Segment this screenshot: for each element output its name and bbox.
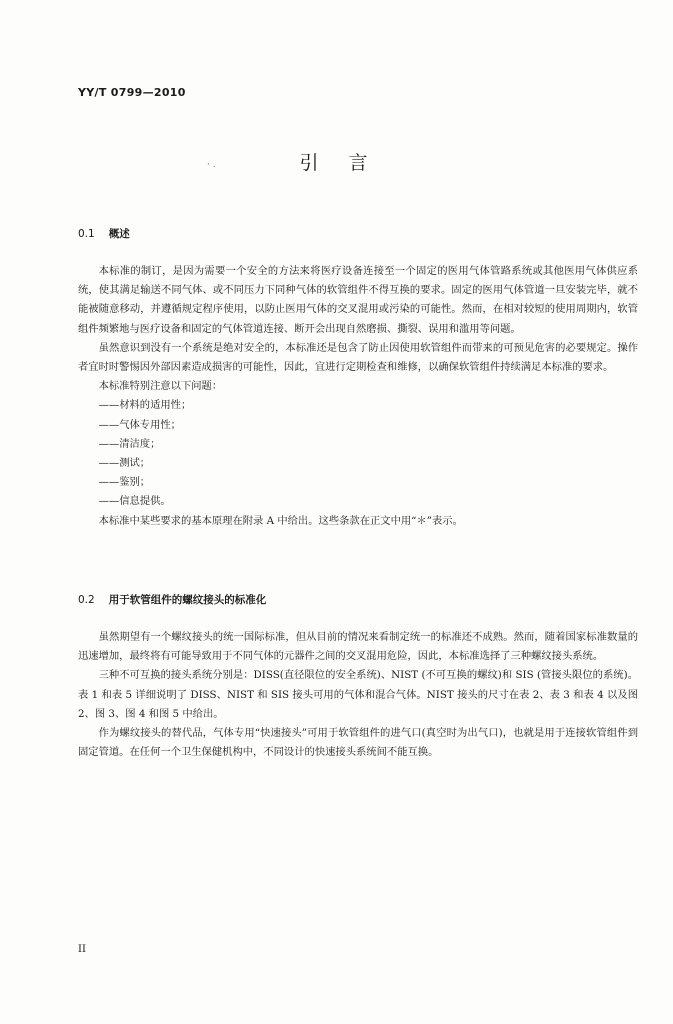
paragraph: 作为螺纹接头的替代品，气体专用“快速接头”可用于软管组件的进气口(真空时为出气口)，也就是用于连接软管组件到固定管道。在任何一个卫生保健机构中，不同设计的快速接头系统间不能互换。 — [78, 727, 638, 759]
paragraph: 三种不可互换的接头系统分别是：DISS(直径限位的安全系统)、NIST (不可互换的螺纹)和 SIS (管接头限位的系统)。表 1 和表 5 详细说明了 DISS、NIST 和 SIS 接头可用的气体和混合气体。NIST 接头的尺寸在表 2、表 3 和表 4 以及图 2、图 3、图 4 和图 5 中给出。 — [78, 669, 638, 720]
standard-code: YY/T 0799—2010 — [78, 86, 186, 99]
section-0-1-body — [78, 262, 638, 531]
paragraph: 虽然意识到没有一个系统是绝对安全的，本标准还是包含了防止因使用软管组件而带来的可预见危害的必要规定。操作者宜时时警惕因外部因素造成损害的可能性，因此，宜进行定期检查和维修，以确保软管组件持续满足本标准的要求。 — [78, 341, 638, 374]
section-title: 概述 — [108, 228, 130, 240]
list-item: ——材料的适用性； — [98, 399, 192, 412]
section-heading-0-2 — [78, 592, 266, 607]
section-number: 0.1 — [78, 228, 95, 240]
paragraph: 本标准中某些要求的基本原理在附录 A 中给出。这些条款在正文中用“＊”表示。 — [98, 514, 463, 527]
section-0-2-body — [78, 628, 638, 762]
section-title: 用于软管组件的螺纹接头的标准化 — [108, 594, 267, 606]
paragraph: 本标准的制订，是因为需要一个安全的方法来将医疗设备连接至一个固定的医用气体管路系统或其他医用气体供应系统，使其满足输送不同气体、或不同压力下同种气体的软管组件不得互换的要求。固定的医用气体管道一旦安装完毕，就不能被随意移动，并遵循规定程序使用，以防止医用气体的交叉混用或污染的可能性。然而，在相对较短的使用周期内，软管组件频繁地与医疗设备和固定的气体管道连接、断开会出现自然磨损、撕裂、误用和滥用等问题。 — [78, 265, 638, 335]
paragraph: 本标准特别注意以下问题： — [98, 380, 223, 393]
list-item: ——气体专用性； — [98, 418, 181, 431]
paragraph: 虽然期望有一个螺纹接头的统一国际标准，但从目前的情况来看制定统一的标准还不成熟。然而，随着国家标准数量的迅速增加，最终将有可能导致用于不同气体的元器件之间的交叉混用危险，因此，本标准选择了三种螺纹接头系统。 — [78, 631, 638, 663]
section-number: 0.2 — [78, 594, 95, 606]
list-item: ——鉴别； — [98, 476, 151, 489]
list-item: ——测试； — [98, 457, 151, 470]
scan-speck: · . — [207, 160, 216, 170]
list-item: ——清洁度； — [98, 437, 161, 450]
section-heading-0-1 — [78, 226, 130, 241]
list-item: ——信息提供。 — [98, 495, 171, 508]
page-title: 引言 — [299, 152, 398, 174]
page-number: II — [78, 944, 86, 955]
